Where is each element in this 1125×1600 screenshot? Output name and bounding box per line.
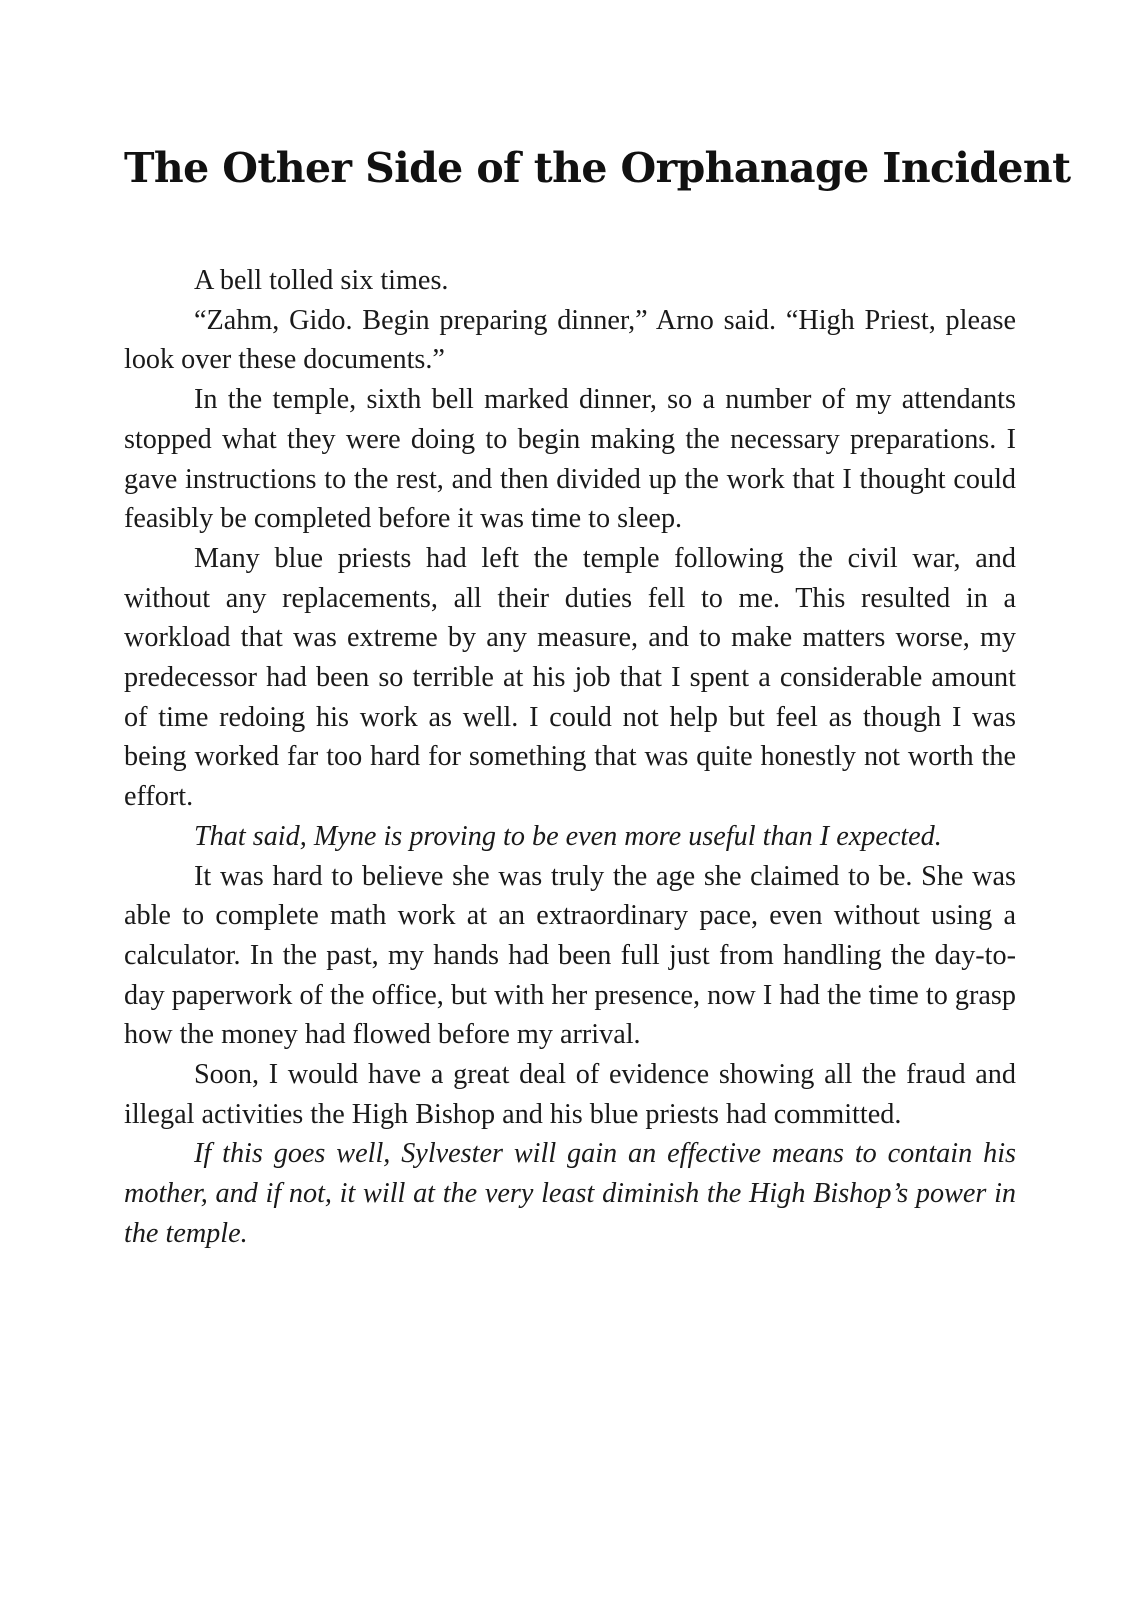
paragraph-italic-thought: If this goes well, Sylvester will gain an effective means to contain his mother, and if not, it will at the very least diminish the High Bishop’s power in the temple.	[124, 1138, 1016, 1249]
paragraph: In the temple, sixth bell marked dinner, so a number of my attendants stopped what they were doing to begin making the necessary preparations. I gave instructions to the rest, and then divided up the work that I thought could feasibly be completed before it was time to sleep.	[124, 384, 1016, 535]
paragraph-italic-thought: That said, Myne is proving to be even more useful than I expected.	[194, 820, 942, 852]
chapter-title: The Other Side of the Orphanage Incident	[124, 144, 1071, 192]
paragraph: It was hard to believe she was truly the age she claimed to be. She was able to complete math work at an extraordinary pace, even without using a calculator. In the past, my hands had been full just from handling the day-to-day paperwork of the office, but with her presence, now I had the time to grasp how the money had flowed before my arrival.	[124, 860, 1016, 1051]
paragraph: Many blue priests had left the temple following the civil war, and without any replacements, all their duties fell to me. This resulted in a workload that was extreme by any measure, and to make matters worse, my predecessor had been so terrible at his job that I spent a considerable amount of time redoing his work as well. I could not help but feel as though I was being worked far too hard for something that was quite honestly not worth the effort.	[124, 542, 1016, 813]
paragraph: “Zahm, Gido. Begin preparing dinner,” Arno said. “High Priest, please look over these documents.”	[124, 304, 1016, 376]
paragraph: A bell tolled six times.	[194, 265, 449, 296]
paragraph: Soon, I would have a great deal of evidence showing all the fraud and illegal activities the High Bishop and his blue priests had committed.	[124, 1059, 1016, 1130]
chapter-body	[124, 261, 1016, 1254]
